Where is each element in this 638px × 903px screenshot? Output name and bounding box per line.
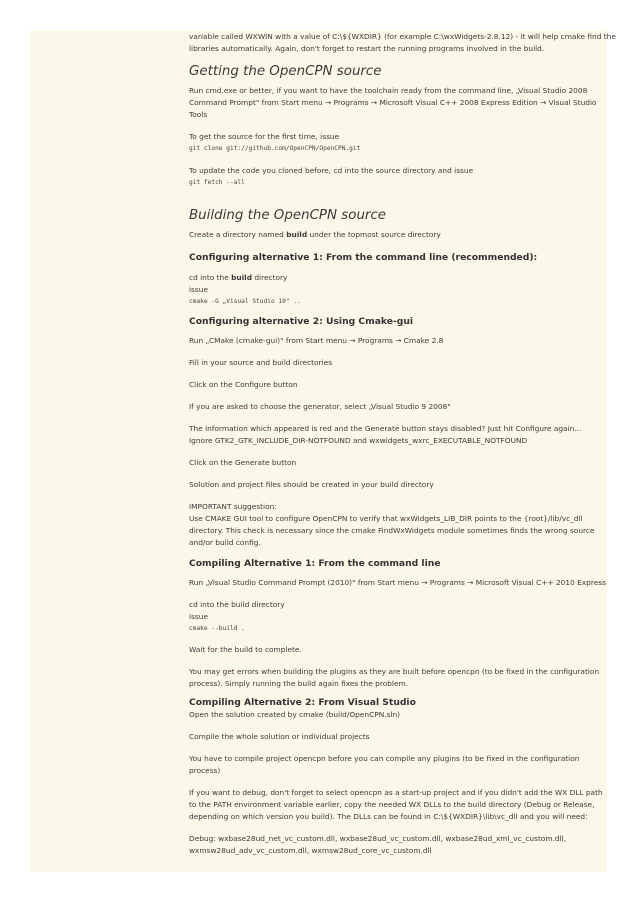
getting-source-heading: Getting the OpenCPN source xyxy=(189,64,382,79)
alt2-important-label: IMPORTANT suggestion: xyxy=(189,502,277,511)
create-text-bold: build xyxy=(286,230,308,239)
git-fetch-command: git fetch --all xyxy=(189,179,245,186)
document-page xyxy=(30,30,616,872)
config-alt2-heading: Configuring alternative 2: Using Cmake-gui xyxy=(189,316,414,327)
alt2-run-text: Run „CMake (cmake-gui)" from Start menu → Programs → Cmake 2.8 xyxy=(189,336,444,345)
compile1-errors-text: You may get errors when building the plugins as they are built before opencpn (to be fixed in the configuration process). Simply running the build again fixes the problem. xyxy=(189,667,600,688)
alt1-cd-pre: cd into the xyxy=(189,273,232,282)
alt1-cd-post: directory xyxy=(252,273,288,282)
create-build-dir-text xyxy=(189,229,607,241)
compile2-open-text: Open the solution created by cmake (build/OpenCPN.sln) xyxy=(189,710,401,719)
alt2-important-text: Use CMAKE GUI tool to configure OpenCPN to verify that wxWidgets_LIB_DIR points to the {root}/lib/vc_dll directory. This check is necessary since the cmake FindWxWidgets module sometimes finds the wrong source and/or build config. xyxy=(189,514,595,547)
intro-line-1: variable called WXWIN with a value of C:\${WXDIR} (for example C:\wxWidgets-2.8.12) - it will help cmake find the xyxy=(189,32,616,41)
compile2-compile-first-text: You have to compile project opencpn before you can compile any plugins (to be fixed in the configuration process) xyxy=(189,754,580,775)
alt1-cmake-command: cmake -G „Visual Studio 10" .. xyxy=(189,298,301,305)
alt1-cd-bold: build xyxy=(231,273,253,282)
create-text-post: under the topmost source directory xyxy=(307,230,441,239)
compile1-issue-text: issue xyxy=(189,612,208,621)
alt2-fill-text: Fill in your source and build directories xyxy=(189,358,333,367)
getting-update-text: To update the code you cloned before, cd into the source directory and issue xyxy=(189,166,474,175)
alt1-issue-text: issue xyxy=(189,285,208,294)
config-alt1-heading: Configuring alternative 1: From the command line (recommended): xyxy=(189,252,538,263)
compile1-cd-text: cd into the build directory xyxy=(189,600,285,609)
intro-line-2: libraries automatically. Again, don't forget to restart the running programs involved in the build. xyxy=(189,44,545,53)
create-text-pre: Create a directory named xyxy=(189,230,287,239)
compile-alt2-heading: Compiling Alternative 2: From Visual Studio xyxy=(189,697,416,708)
compile1-run-text: Run „Visual Studio Command Prompt (2010)" from Start menu → Programs → Microsoft Visual C++ 2010 Express xyxy=(189,578,607,587)
getting-first-time-text: To get the source for the first time, issue xyxy=(189,132,340,141)
git-clone-command: git clone git://github.com/OpenCPN/OpenCPN.git xyxy=(189,145,361,152)
alt1-cd-text xyxy=(189,272,607,284)
compile1-wait-text: Wait for the build to complete. xyxy=(189,645,302,654)
alt2-info-text: The information which appeared is red and the Generate button stays disabled? Just hit Configure again... Ignore GTK2_GTK_INCLUDE_DIR-NOTFOUND and wxwidgets_wxrc_EXECUTABLE_NOTFOUND xyxy=(189,424,582,445)
document-content xyxy=(189,30,616,857)
getting-run-text: Run cmd.exe or better, if you want to have the toolchain ready from the command line, „Visual Studio 2008 Command Prompt" from Start menu → Programs → Microsoft Visual C++ 2008 Express Edition → Visual Studio Tools xyxy=(189,86,597,119)
compile2-debug-info-text: If you want to debug, don't forget to select opencpn as a start-up project and if you didn't add the WX DLL path to the PATH environment variable earlier, copy the needed WX DLLs to the build directory (Debug or Release, depending on which version you build). The DLLs can be found in C:\${WXDIR}\lib\vc_dll and you will need: xyxy=(189,788,603,821)
alt2-generator-text: If you are asked to choose the generator, select „Visual Studio 9 2008" xyxy=(189,402,451,411)
building-source-heading: Building the OpenCPN source xyxy=(189,208,387,223)
compile2-compile-text: Compile the whole solution or individual projects xyxy=(189,732,370,741)
compile1-cmake-command: cmake --build . xyxy=(189,625,245,632)
compile2-debug-dlls-text: Debug: wxbase28ud_net_vc_custom.dll, wxbase28ud_vc_custom.dll, wxbase28ud_xml_vc_custom.dll, wxmsw28ud_adv_vc_custom.dll, wxmsw28ud_core_vc_custom.dll xyxy=(189,834,567,855)
alt2-click-configure-text: Click on the Configure button xyxy=(189,380,298,389)
alt2-solution-text: Solution and project files should be created in your build directory xyxy=(189,480,434,489)
alt2-click-generate-text: Click on the Generate button xyxy=(189,458,297,467)
compile-alt1-heading: Compiling Alternative 1: From the command line xyxy=(189,558,441,569)
